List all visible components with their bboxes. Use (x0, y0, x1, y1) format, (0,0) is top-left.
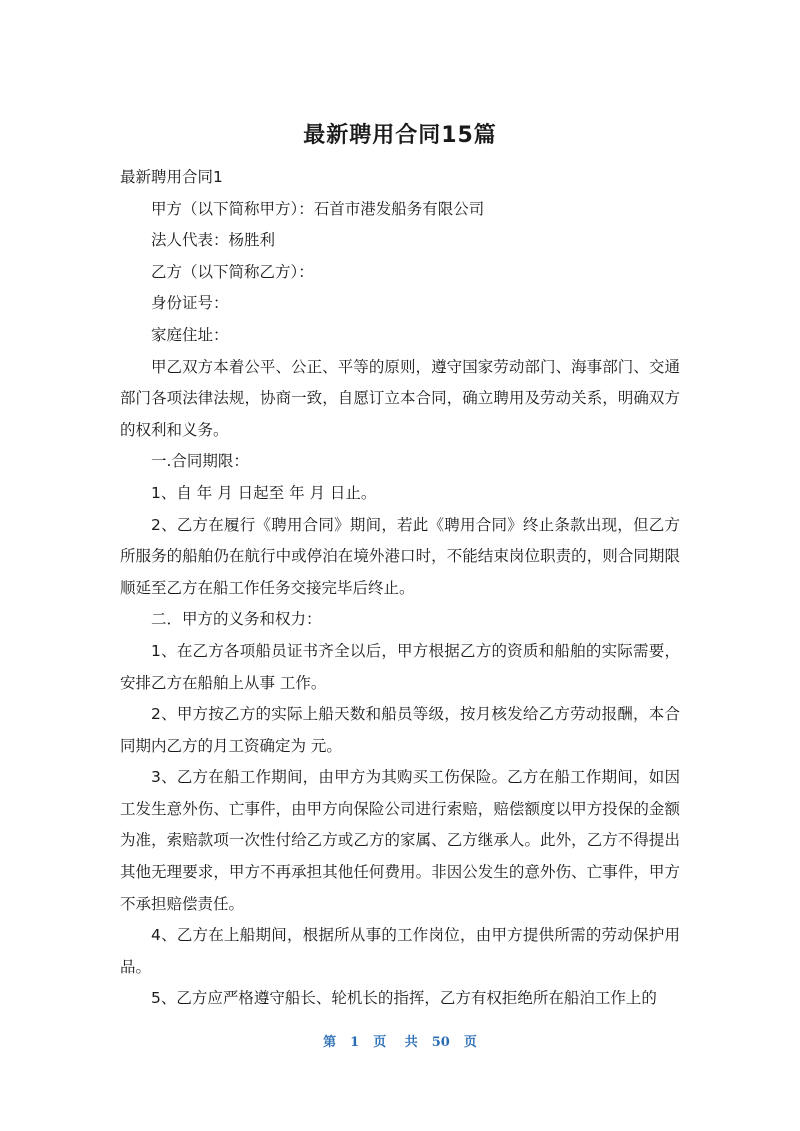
document-body (120, 162, 680, 1015)
paragraph-duties-heading: 二．甲方的义务和权力： (151, 610, 322, 629)
section-heading: 最新聘用合同1 (120, 168, 223, 186)
paragraph-term-1: 1、自 年 月 日起至 年 月 日止。 (151, 483, 377, 502)
footer-suffix: 页 (463, 1035, 477, 1050)
paragraph-legal-rep: 法人代表：杨胜利 (151, 231, 276, 250)
paragraph-party-a: 甲方（以下简称甲方）：石首市港发船务有限公司 (151, 199, 485, 218)
paragraph-duty-5: 5、乙方应严格遵守船长、轮机长的指挥，乙方有权拒绝所在船泊工作上的 (151, 989, 657, 1008)
document-title: 最新聘用合同15篇 (303, 123, 497, 148)
footer-page-number: 1 (350, 1035, 360, 1050)
paragraph-term-heading: 一.合同期限： (151, 452, 249, 471)
footer-total-pages: 50 (431, 1035, 450, 1050)
paragraph-home-address: 家庭住址： (151, 325, 229, 344)
footer-prefix: 第 (323, 1035, 337, 1050)
paragraph-duty-4: 4、乙方在上船期间，根据所从事的工作岗位，由甲方提供所需的劳动保护用品。 (120, 926, 680, 976)
paragraph-term-2: 2、乙方在履行《聘用合同》期间，若此《聘用合同》终止条款出现，但乙方所服务的船舶仍在航行中或停泊在境外港口时，不能结束岗位职责的，则合同期限顺延至乙方在船工作任务交接完毕后终止。 (120, 515, 680, 597)
paragraph-duty-3: 3、乙方在船工作期间，由甲方为其购买工伤保险。乙方在船工作期间，如因工发生意外伤、亡事件，由甲方向保险公司进行索赔，赔偿额度以甲方投保的金额为准，索赔款项一次性付给乙方或乙方的家属、乙方继承人。此外，乙方不得提出其他无理要求，甲方不再承担其他任何费用。非因公发生的意外伤、亡事件，甲方不承担赔偿责任。 (120, 768, 680, 913)
paragraph-duty-1: 1、在乙方各项船员证书齐全以后，甲方根据乙方的资质和船舶的实际需要，安排乙方在船舶上从事 工作。 (120, 641, 680, 692)
footer-mid: 页 共 (373, 1035, 418, 1050)
paragraph-party-b: 乙方（以下简称乙方）： (151, 262, 314, 281)
page-footer (0, 1031, 800, 1050)
paragraph-duty-2: 2、甲方按乙方的实际上船天数和船员等级，按月核发给乙方劳动报酬，本合同期内乙方的月工资确定为 元。 (120, 705, 680, 755)
paragraph-id-number: 身份证号： (151, 294, 229, 313)
paragraph-preamble: 甲乙双方本着公平、公正、平等的原则，遵守国家劳动部门、海事部门、交通部门各项法律法规，协商一致，自愿订立本合同，确立聘用及劳动关系，明确双方的权利和义务。 (120, 357, 680, 439)
